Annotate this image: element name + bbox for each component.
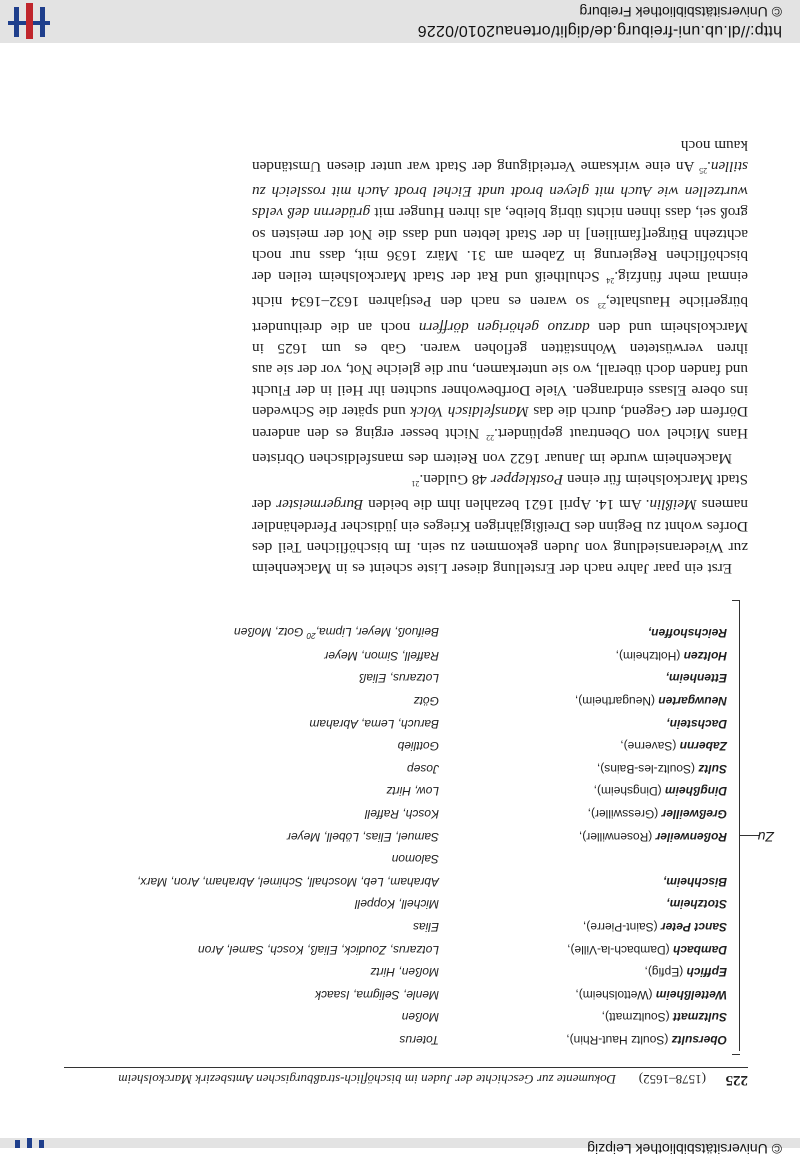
list-item — [107, 871, 727, 893]
place-name: Dachstein, — [666, 716, 727, 731]
paragraph: Erst ein paar Jahre nach der Erstellung dieser Liste scheint es in Mackenheim zur Wiederansiedlung von Juden gekommen zu sein. Im bischöflichen Teil des Dorfes wohnt zu Beginn des Dreißigjährigen Krieges ein jüdischer Pferdehändler namens Meißlin. Am 14. April 1621 bezahlen ihm die beiden Burgermeister der Stadt Marckolsheim für einen Postklepper 48 Gulden.$^{21}$ — [252, 471, 748, 577]
footnote-ref: 24 — [606, 276, 615, 286]
body-text — [252, 135, 748, 579]
paragraph: Mackenheim wurde im Januar 1622 von Reitern des mansfeldischen Obristen Hans Michel von Obentraut geplündert.$^{22}$ Nicht besser erging es den anderen Dörfern der Gegend, durch die das Mansfeldisch Volck und später die Schweden ins obere Elsass eindrangen. Viele Dorfbewohner suchten ihr Heil in der Flucht und fanden doch überall, wo sie unterkamen, nur die gleiche Not, vor der sie aus ihren verwüsteten Wohnstätten geflohen waren. Gab es um 1625 in Marckolsheim und den darzuo gehörigen dörffern noch an die dreihundert bürgerliche Haushalte,$^{23}$ so waren es nach den Pestjahren 1632–1634 nicht einmal mehr fünfzig.$^{24}$ Schultheiß und Rat der Stadt Marckolsheim teilen der bischöflichen Regierung in Zabern am 31. März 1636 mit, dass nur noch achtzehn Bürger[familien] in der Stadt lebten und dass die Not der meisten so groß sei, dass ihnen nichts übrig bleibe, als ihren Hunger mit grüdernn deß velds wurtzellen wie Auch mit gleyen brodt undt Eichel brodt Auch mit rossleich zu stillen.$^{25}$ An eine wirksame Verteidigung der Stadt war unter diesen Umständen kaum noch — [252, 136, 748, 467]
page-url-link[interactable]: http://dl.ub.uni-freiburg.de/diglit/ortenau2010/0226 — [417, 22, 782, 39]
place-name: Epffich (Epfig), — [644, 965, 727, 980]
place-name-list — [137, 600, 740, 1051]
place-name: Obersultz (Soultz Haut-Rhin), — [566, 1033, 727, 1047]
header-years: (1578–1652) — [638, 1072, 706, 1087]
library-logo-icon — [8, 0, 50, 43]
list-item — [107, 713, 727, 735]
list-item — [107, 780, 727, 802]
list-item — [107, 916, 727, 938]
page-number: 225 — [725, 1072, 748, 1088]
person-names: Götz — [413, 694, 439, 708]
person-names: Elias — [412, 920, 439, 934]
top-credit-text: © Universitätsbibliothek Leipzig — [587, 1141, 782, 1157]
person-names: Toterus — [399, 1033, 439, 1047]
person-names: Low, Hirtz — [386, 784, 439, 799]
person-names: Gottlieb — [397, 739, 439, 754]
bracket-top — [732, 1054, 740, 1055]
zu-label: Zu — [757, 829, 774, 845]
place-name: Dambach (Dambach-la-Ville), — [567, 942, 727, 957]
person-names: Salomon — [391, 852, 439, 867]
list-item — [107, 893, 727, 915]
list-item — [107, 645, 727, 667]
place-name: Sultz (Soultz-les-Bains), — [596, 761, 727, 776]
header-title: Dokumente zur Geschichte der Juden im bischöflich-straßburgischen Amtsbezirk Marckolsheim — [118, 1072, 616, 1087]
list-item — [107, 803, 727, 825]
person-names: Abraham, Leb, Moschall, Schimel, Abraham, Aron, Marx, — [137, 874, 439, 889]
person-names: Lotzarus, Zoudick, Eliaß, Kosch, Samel, Aron — [198, 942, 439, 957]
list-item — [107, 984, 727, 1006]
place-name: Stotzheim, — [666, 897, 727, 912]
viewer-bottom-bar — [0, 0, 800, 43]
place-name: Sanct Peter (Saint-Pierre), — [582, 920, 727, 934]
bottom-credit-text: © Universitätsbibliothek Freiburg — [579, 4, 782, 20]
place-name: Holtzen (Holtzheim), — [615, 648, 727, 663]
list-item — [107, 961, 727, 983]
place-name: Neuwgarten (Neugartheim), — [574, 694, 727, 708]
place-name: Ettenheim, — [665, 671, 727, 686]
person-names: Michell, Koppell — [354, 897, 439, 912]
footnote-ref: 25 — [699, 166, 708, 176]
list-item — [107, 1006, 727, 1028]
place-name: Dingßheim (Dingsheim), — [593, 784, 727, 799]
footnote-ref: 22 — [486, 432, 495, 442]
person-names: Baruch, Lema, Abraham — [309, 716, 439, 731]
place-name: Roßenweiler (Rosenwiller), — [578, 829, 727, 844]
list-item — [107, 667, 727, 689]
person-names: Moßen — [401, 1010, 439, 1025]
running-header — [64, 1067, 748, 1090]
place-name: Greßweiller (Gresswiller), — [587, 807, 727, 821]
place-name: Wettelßheim (Wettolsheim), — [575, 987, 727, 1002]
person-names: Beifuoß, Meyer, Lipma,$^{20}$ Gotz, Moßen — [234, 625, 439, 641]
list-item — [107, 1029, 727, 1051]
person-names: Moßen, Hirtz — [370, 965, 439, 980]
list-item — [107, 848, 727, 870]
list-item — [107, 939, 727, 961]
person-names: Raffell, Simon, Meyer — [324, 648, 439, 663]
place-name: Zabernn (Saverne), — [620, 739, 727, 754]
person-names: Kosch, Raffell — [364, 807, 439, 821]
footnote-ref: 21 — [411, 479, 420, 489]
person-names: Menle, Seligma, Isaack — [314, 987, 439, 1002]
place-name: Bischheim, — [662, 874, 727, 889]
place-name: Sultzmatt (Soultzmatt), — [601, 1010, 727, 1025]
library-logo-top-icon — [8, 1138, 50, 1148]
list-item — [107, 735, 727, 757]
list-item — [107, 622, 727, 644]
person-names: Samuel, Elias, Löbell, Meyer — [286, 829, 439, 844]
list-item — [107, 690, 727, 712]
viewer-top-bar — [0, 1138, 800, 1157]
person-names: Josep — [406, 761, 439, 776]
person-names: Lotzarus, Eliaß — [358, 671, 439, 686]
bracket-bottom — [732, 600, 740, 601]
list-item — [107, 826, 727, 848]
place-name: Reichshoffen, — [647, 626, 727, 641]
list-item — [107, 758, 727, 780]
footnote-ref: 23 — [597, 301, 606, 311]
